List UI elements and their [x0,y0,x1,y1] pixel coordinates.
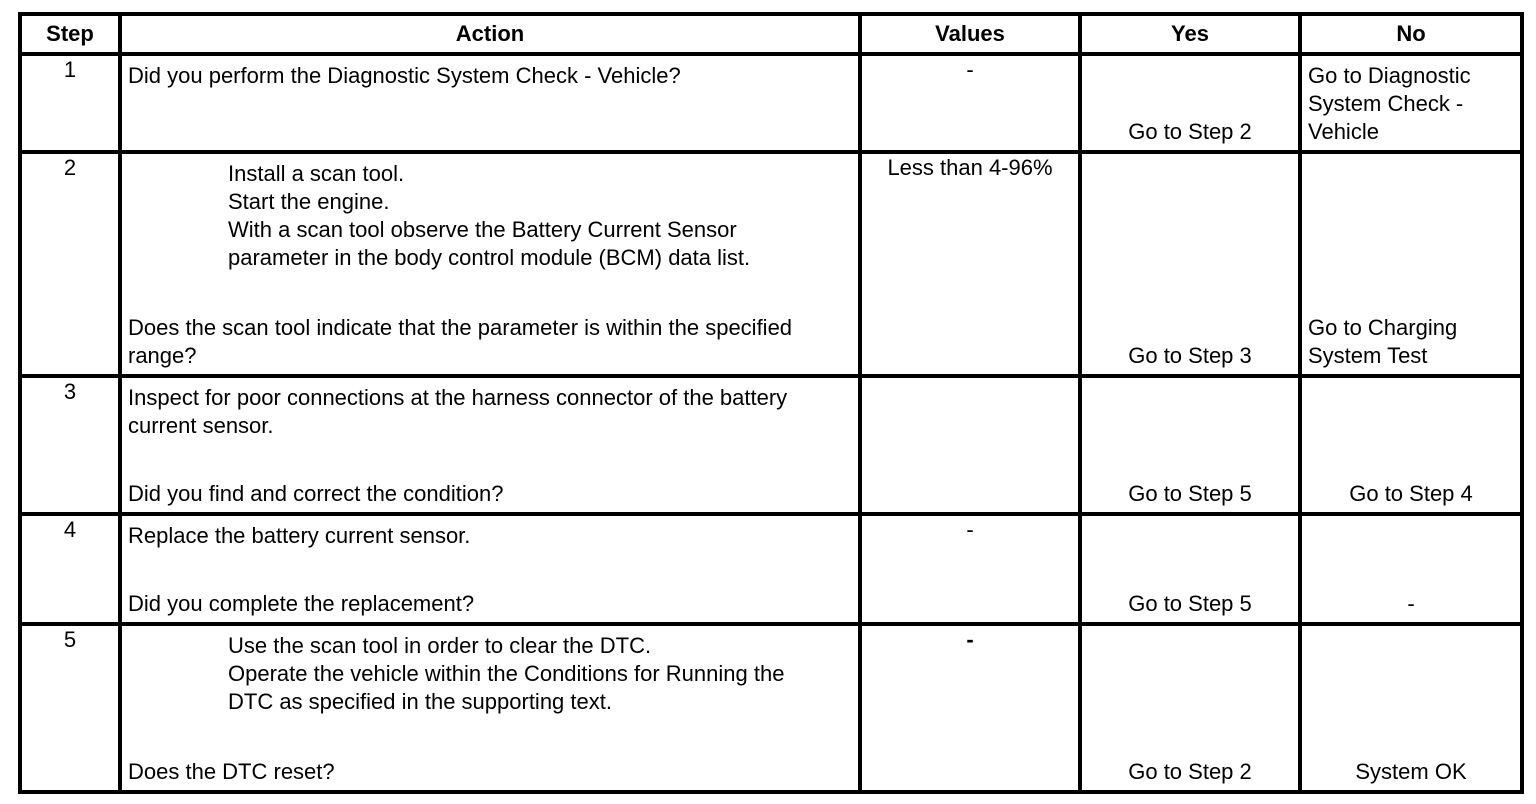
values-cell [860,376,1080,514]
table-row [20,152,1522,376]
values-cell: Less than 4-96% [860,152,1080,376]
table-row [20,624,1522,792]
values-cell: - [860,54,1080,152]
yes-cell [1080,624,1300,792]
step-number: 2 [20,152,120,376]
header-row [20,14,1522,54]
action-cell [120,514,860,624]
action-cell [120,624,860,792]
header-action: Action [120,14,860,54]
action-question: Did you find and correct the condition? [128,481,504,506]
no-text: Go to Step 4 [1349,481,1473,506]
step-number: 4 [20,514,120,624]
no-text: Go to Charging System Test [1308,315,1458,368]
table-row [20,376,1522,514]
yes-text: Go to Step 3 [1128,343,1252,368]
table-row [20,514,1522,624]
action-question: Does the scan tool indicate that the parameter is within the specified range? [128,315,793,368]
header-yes: Yes [1080,14,1300,54]
action-item: Operate the vehicle within the Conditions for Running the DTC as specified in the supporting text. [228,661,785,714]
no-cell [1300,624,1522,792]
step-number: 1 [20,54,120,152]
step-number: 3 [20,376,120,514]
action-item: Start the engine. [228,189,390,214]
action-text: Inspect for poor connections at the harness connector of the battery current sensor. [128,385,788,438]
yes-cell [1080,376,1300,514]
values-cell: - [860,514,1080,624]
no-cell [1300,376,1522,514]
header-step: Step [20,14,120,54]
yes-cell [1080,514,1300,624]
header-values: Values [860,14,1080,54]
action-text: Replace the battery current sensor. [128,523,471,548]
yes-text: Go to Step 5 [1128,591,1252,616]
action-cell [120,152,860,376]
header-no: No [1300,14,1522,54]
action-question: Did you complete the replacement? [128,591,475,616]
values-cell: - [860,624,1080,792]
action-text: Did you perform the Diagnostic System Check - Vehicle? [128,63,681,88]
no-text: System OK [1355,759,1467,784]
yes-cell [1080,152,1300,376]
no-text: - [1407,591,1415,616]
yes-text: Go to Step 5 [1128,481,1252,506]
step-number: 5 [20,624,120,792]
action-item: Install a scan tool. [228,161,405,186]
action-question: Does the DTC reset? [128,759,335,784]
table-row [20,54,1522,152]
action-cell [120,376,860,514]
action-item: With a scan tool observe the Battery Current Sensor parameter in the body control module (BCM) data list. [228,217,751,270]
yes-cell [1080,54,1300,152]
no-text: Go to Diagnostic System Check - Vehicle [1308,63,1471,144]
no-cell [1300,514,1522,624]
action-item: Use the scan tool in order to clear the DTC. [228,633,652,658]
diagnostic-table [18,12,1524,794]
action-cell [120,54,860,152]
no-cell [1300,54,1522,152]
no-cell [1300,152,1522,376]
yes-text: Go to Step 2 [1128,759,1252,784]
yes-text: Go to Step 2 [1128,119,1252,144]
